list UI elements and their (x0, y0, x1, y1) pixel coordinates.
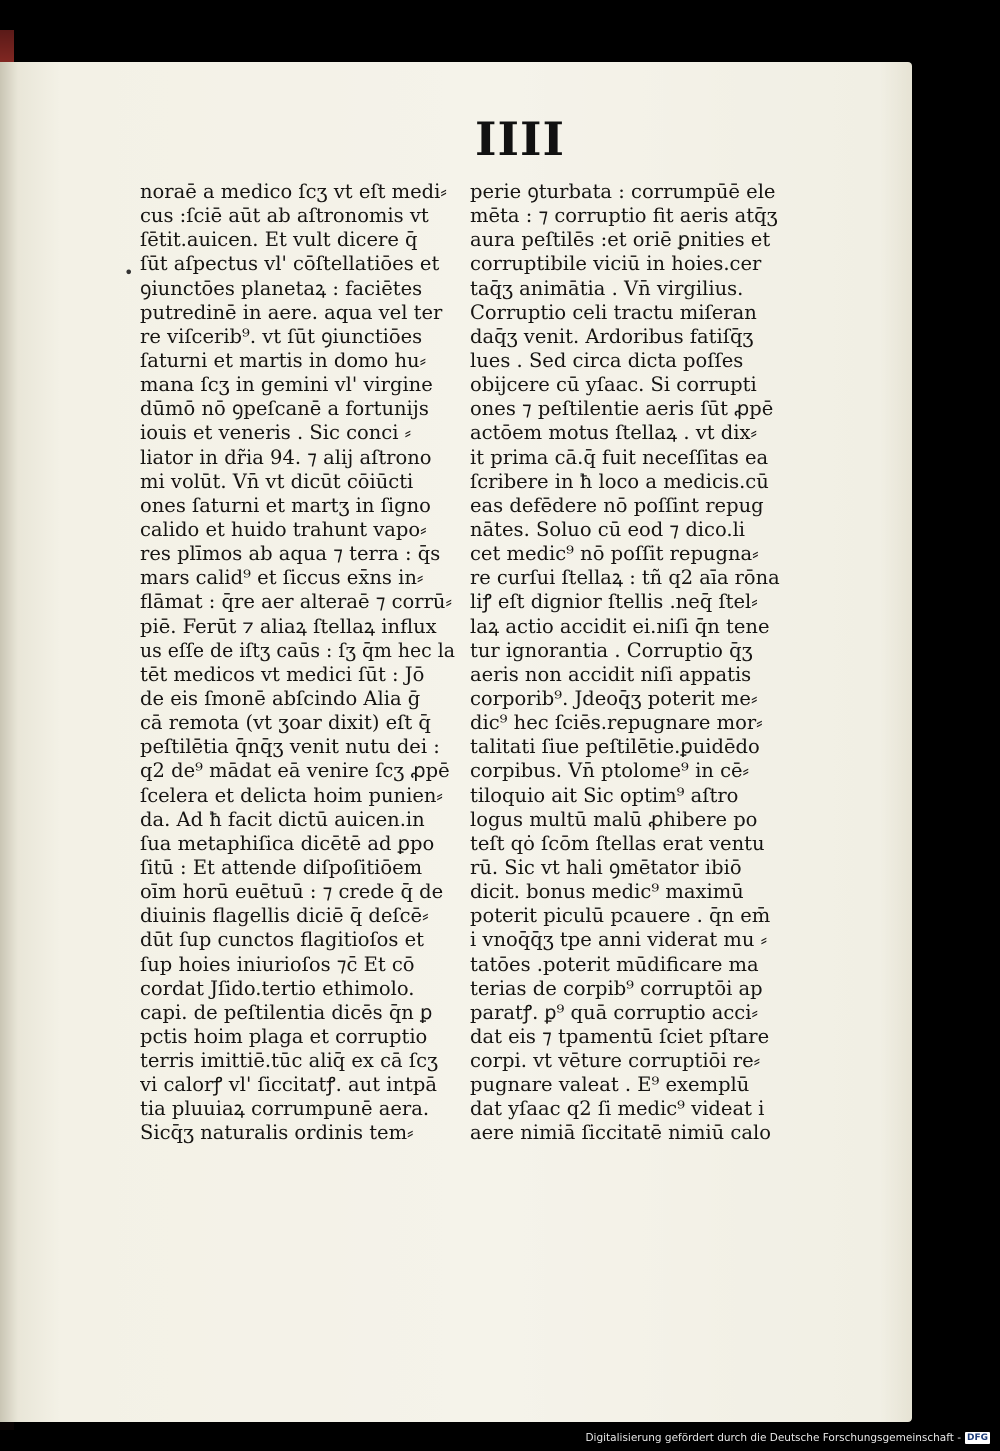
margin-mark: • (124, 263, 134, 282)
folio-number: IIII (475, 112, 566, 166)
text-line: capi. de peſtilentia dicēs q̄n ꝑ (140, 1000, 433, 1024)
text-line: laꝝ actio accidit ei.niſi q̄n tene (470, 614, 770, 638)
text-line: perie ꝯturbata : corrumpūē ele (470, 180, 776, 203)
text-line: pugnare valeat . E⁹ exemplū (470, 1073, 750, 1097)
dfg-logo-icon: DFG (966, 1433, 988, 1443)
text-line: mars calid⁹ et ſiccus ex̄ns in⸗ (140, 566, 424, 590)
text-line: us eſſe de iſtʒ caūs : ſʒ q̄m hec la (140, 638, 455, 662)
text-line: ſua metaphiſica dicētē ad ꝑpo (140, 831, 435, 855)
text-line: dic⁹ hec ſciēs.repugnare mor⸗ (470, 711, 763, 735)
text-line: daq̄ʒ venit. Ardoribus fatiſq̄ʒ (470, 324, 754, 348)
text-line: it prima cā.q̄ fuit neceſſitas ea (470, 445, 769, 469)
text-line: cā remota (vt ʒoar dixit) eſt q̄ (140, 711, 431, 735)
text-line: res plīmos ab aqua ⁊ terra : q̄s (140, 542, 441, 566)
text-line: ones ſaturni et martʒ in ſigno (140, 493, 431, 517)
text-line: tur ignorantia . Corruptio q̄ʒ (470, 638, 753, 662)
text-line: dūmō nō ꝯpeſcanē a fortunijs (140, 397, 429, 421)
text-line: corruptibile viciū in hoies.cer (470, 252, 762, 276)
text-line: peſtilētia q̄nq̄ʒ venit nutu dei : (140, 735, 440, 759)
text-line: noraē a medico ſcʒ vt eſt medi⸗ (140, 180, 447, 203)
text-line: corpibus. Vn̄ ptolome⁹ in cē⸗ (470, 759, 750, 783)
text-line: q2 de⁹ mādat eā venire ſcʒ ꝓpē (140, 759, 450, 783)
text-line: oīm horū euētuū : ⁊ crede q̄ de (140, 880, 444, 904)
text-line: dat yſaac q2 ſi medic⁹ videat i (470, 1097, 765, 1121)
text-line: rū. Sic vt hali ꝯmētator ibiō (470, 855, 742, 879)
text-line: talitati ſiue peſtilētie.ꝑuidēdo (470, 735, 760, 759)
text-line: mēta : ⁊ corruptio fit aeris atq̄ʒ (470, 204, 778, 228)
text-line: tatōes .poterit mūdificare ma (470, 952, 759, 976)
text-line: ſcelera et delicta hoim punien⸗ (140, 783, 443, 807)
right-text-column (470, 180, 780, 1146)
text-line: tia pluuiaꝝ corrumpunē aera. (140, 1097, 430, 1121)
digitization-credit (585, 1432, 990, 1444)
text-line: aere nimiā ſiccitatē nimiū calo (470, 1121, 771, 1145)
text-line: de eis ſmonē abſcindo Alia ḡ (140, 686, 421, 710)
text-line: dicit. bonus medic⁹ maximū (470, 880, 744, 904)
text-line: nātes. Soluo cū eod ⁊ dico.li (470, 517, 746, 541)
text-line: vi calorꝭ vl' ſiccitatꝭ. aut intpā (140, 1073, 437, 1097)
text-line: Corruptio celi tractu miſeran (470, 300, 757, 324)
text-line: piē. Ferūt ⁊ aliaꝝ ſtellaꝝ influx (140, 614, 437, 638)
text-line: mi volūt. Vn̄ vt dicūt cōiūcti (140, 469, 414, 493)
text-line: diuinis flagellis diciē q̄ deſcē⸗ (140, 904, 429, 928)
text-line: calido et huido trahunt vapo⸗ (140, 517, 427, 541)
text-line: flāmat : q̄re aer alteraē ⁊ corrū⸗ (140, 590, 452, 614)
text-line: re viſcerib⁹. vt ſūt ꝯiunctiōes (140, 324, 423, 348)
text-line: mana ſcʒ in gemini vl' virgine (140, 373, 433, 397)
text-line: ſcribere in ħ loco a medicis.cū (470, 469, 769, 493)
text-line: ꝯiunctōes planetaꝝ : faciētes (140, 276, 423, 300)
text-line: ſūt aſpectus vl' cōſtellatiōes et (140, 252, 440, 276)
text-line: i vnoq̄q̄ʒ tpe anni viderat mu ⸗ (470, 928, 768, 952)
text-line: liator in dr̃ia 94. ⁊ alij aſtrono (140, 445, 432, 469)
text-line: corpi. vt vēture corruptiōi re⸗ (470, 1049, 761, 1073)
text-line: aura peſtilēs :et oriē ꝑnities et (470, 228, 771, 252)
text-line: terias de corpib⁹ corruptōi ap (470, 976, 763, 1000)
text-line: da. Ad ħ facit dictū auicen.in (140, 807, 425, 831)
text-line: poterit piculū pcauere . q̄n em̄ (470, 904, 771, 928)
text-line: taq̄ʒ animātia . Vn̄ virgilius. (470, 276, 744, 300)
text-line: aeris non accidit niſi appatis (470, 662, 752, 686)
left-text-column (140, 180, 455, 1146)
text-line: tiloquio ait Sic optim⁹ aſtro (470, 783, 739, 807)
text-line: cordat Jſido.tertio ethimolo. (140, 976, 415, 1000)
text-line: actōem motus ſtellaꝝ . vt dix⸗ (470, 421, 758, 445)
text-line: teſt qȯ ſcōm ſtellas erat ventu (470, 831, 765, 855)
text-line: terris imittiē.tūc aliq̄ ex cā ſcʒ (140, 1049, 438, 1073)
text-line: ſitū : Et attende diſpoſitiōem (140, 855, 423, 879)
text-line: dat eis ⁊ tpamentū ſciet pſtare (470, 1024, 770, 1048)
text-line: cet medic⁹ nō poſſit repugna⸗ (470, 542, 759, 566)
text-line: tēt medicos vt medici ſūt : Jō (140, 662, 425, 686)
text-line: iouis et veneris . Sic conci ⸗ (140, 421, 412, 445)
text-line: ones ⁊ peſtilentie aeris ſūt ꝓpē (470, 397, 774, 421)
credit-text: Digitalisierung gefördert durch die Deutsche Forschungsgemeinschaft - (585, 1432, 961, 1444)
text-line: cus :ſciē aūt ab aſtronomis vt (140, 204, 429, 228)
text-line: re curſui ſtellaꝝ : tñ q2 aīa rōna (470, 566, 780, 590)
text-line: corporib⁹. Jdeoq̄ʒ poterit me⸗ (470, 686, 758, 710)
text-line: dūt ſup cunctos flagitioſos et (140, 928, 424, 952)
text-line: liꝭ eſt dignior ſtellis .neq̄ ſtel⸗ (470, 590, 758, 614)
text-line: eas defēdere nō poſſint repug (470, 493, 764, 517)
text-line: putredinē in aere. aqua vel ter (140, 300, 443, 324)
text-line: ſaturni et martis in domo hu⸗ (140, 348, 427, 372)
text-line: lues . Sed circa dicta poſſes (470, 348, 744, 372)
text-line: pctis hoim plaga et corruptio (140, 1024, 428, 1048)
text-line: ſup hoies iniurioſos ⁊c̄ Et cō (140, 952, 415, 976)
text-line: paratꝭ. ꝑ⁹ quā corruptio acci⸗ (470, 1000, 758, 1024)
text-line: ſētit.auicen. Et vult dicere q̄ (140, 228, 418, 252)
text-line: logus multū malū ꝓhibere po (470, 807, 758, 831)
text-line: obijcere cū yſaac. Si corrupti (470, 373, 757, 397)
text-line: Sicq̄ʒ naturalis ordinis tem⸗ (140, 1121, 414, 1145)
